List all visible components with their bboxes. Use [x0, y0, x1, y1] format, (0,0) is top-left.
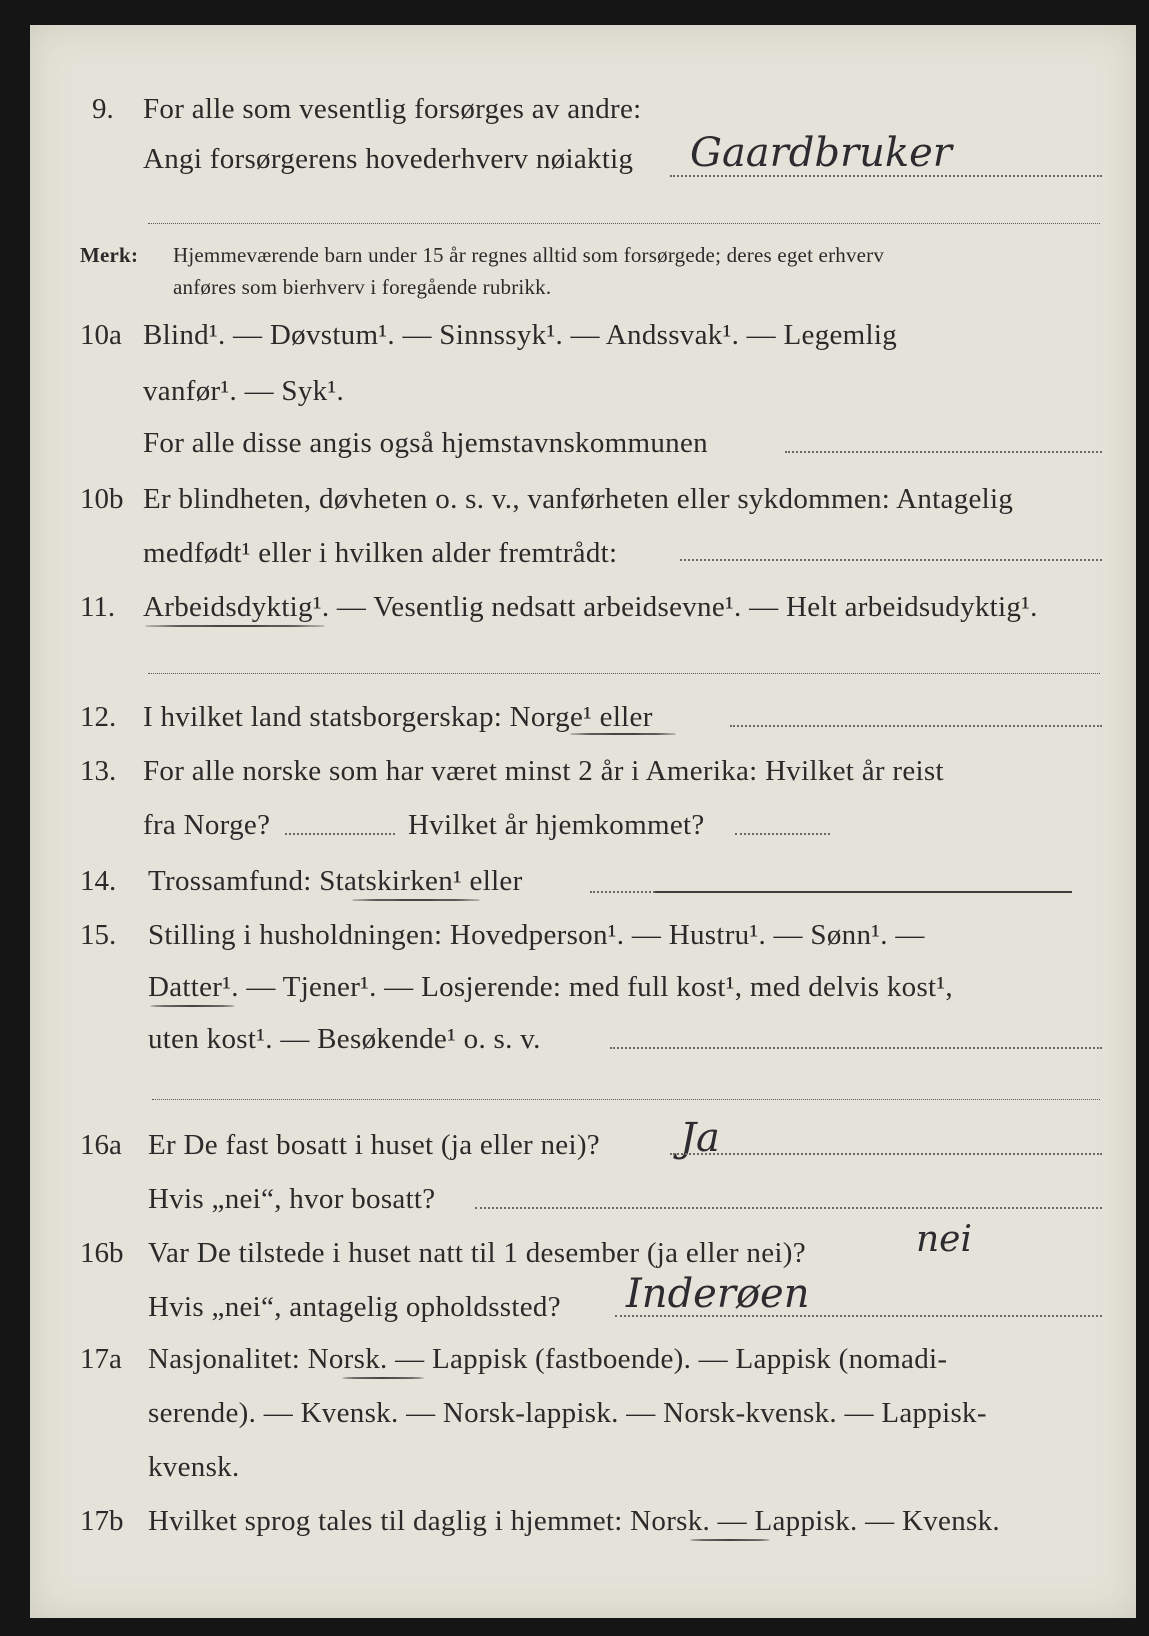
q14-underline-mark	[352, 899, 480, 901]
q14-number: 14.	[80, 865, 117, 897]
q17b-number: 17b	[80, 1505, 124, 1537]
q12-answer-line	[730, 725, 1102, 727]
q15-number: 15.	[80, 919, 117, 951]
q15-answer-line	[610, 1047, 1102, 1049]
q10a-line2: vanfør¹. — Syk¹.	[143, 375, 345, 407]
q16a-line2: Hvis „nei“, hvor bosatt?	[148, 1183, 436, 1215]
q13-line1: For alle norske som har været minst 2 år i Amerika: Hvilket år reist	[143, 755, 944, 787]
q12-line1: I hvilket land statsborgerskap: Norge¹ eller	[143, 701, 653, 733]
q10a-answer-line	[785, 451, 1102, 453]
q10a-line3: For alle disse angis også hjemstavnskommunen	[143, 427, 708, 459]
q17b-line1: Hvilket sprog tales til daglig i hjemmet: Norsk. — Lappisk. — Kvensk.	[148, 1505, 1000, 1537]
q10b-line2: medfødt¹ eller i hvilken alder fremtrådt:	[143, 537, 618, 569]
q16a-number: 16a	[80, 1129, 122, 1161]
q13-line2a: fra Norge?	[143, 809, 271, 841]
q15-underline-mark	[150, 1005, 235, 1007]
q16a-answer1-line	[670, 1153, 1102, 1155]
q16b-line1: Var De tilstede i huset natt til 1 desember (ja eller nei)?	[148, 1237, 806, 1269]
q13-line2b: Hvilket år hjemkommet?	[408, 809, 705, 841]
q14-line1: Trossamfund: Statskirken¹ eller	[148, 865, 523, 897]
q16b-line2: Hvis „nei“, antagelig opholdssted?	[148, 1291, 561, 1323]
census-form-page	[30, 25, 1136, 1618]
q17b-underline-mark	[690, 1539, 770, 1541]
q15-line2: Datter¹. — Tjener¹. — Losjerende: med full kost¹, med delvis kost¹,	[148, 971, 953, 1003]
q16b-number: 16b	[80, 1237, 124, 1269]
q9-answer-handwriting: Gaardbruker	[690, 130, 952, 176]
q13-number: 13.	[80, 755, 117, 787]
q10a-number: 10a	[80, 319, 122, 351]
q11-number: 11.	[80, 591, 116, 623]
q17a-line3: kvensk.	[148, 1451, 240, 1483]
q13-hjemkommet-line	[735, 833, 830, 835]
merk-label: Merk:	[80, 243, 139, 267]
q16b-answer2-line	[615, 1315, 1102, 1317]
q11-line1: Arbeidsdyktig¹. — Vesentlig nedsatt arbeidsevne¹. — Helt arbeidsudyktig¹.	[143, 591, 1038, 623]
q14-answer-line-stroke	[655, 891, 1072, 893]
q15-line3: uten kost¹. — Besøkende¹ o. s. v.	[148, 1023, 541, 1055]
q16a-answer2-line	[475, 1207, 1102, 1209]
q11-extra-line	[148, 673, 1100, 674]
q12-underline-mark	[570, 733, 676, 735]
q17a-number: 17a	[80, 1343, 122, 1375]
q12-number: 12.	[80, 701, 117, 733]
q16b-answer2-handwriting: Inderøen	[626, 1271, 810, 1317]
q15-line1: Stilling i husholdningen: Hovedperson¹. — Hustru¹. — Sønn¹. —	[148, 919, 925, 951]
q9-line1: For alle som vesentlig forsørges av andre:	[143, 93, 642, 125]
q9-line2: Angi forsørgerens hovederhverv nøiaktig	[143, 143, 634, 175]
q17a-underline-mark	[342, 1377, 424, 1379]
q17a-line1: Nasjonalitet: Norsk. — Lappisk (fastboende). — Lappisk (nomadi-	[148, 1343, 948, 1375]
q16a-line1: Er De fast bosatt i huset (ja eller nei)?	[148, 1129, 600, 1161]
q9-extra-line	[148, 223, 1100, 224]
q14-answer-line-dots	[590, 891, 655, 893]
q15-extra-line	[152, 1099, 1100, 1100]
q11-underline-mark	[145, 625, 325, 627]
merk-line2: anføres som bierhverv i foregående rubrikk.	[173, 275, 552, 299]
q10b-answer-line	[680, 559, 1102, 561]
q13-reist-line	[285, 833, 395, 835]
q10a-line1: Blind¹. — Døvstum¹. — Sinnssyk¹. — Andssvak¹. — Legemlig	[143, 319, 898, 351]
q16b-answer1-handwriting: nei	[916, 1219, 973, 1260]
q9-number: 9.	[92, 93, 114, 125]
q10b-number: 10b	[80, 483, 124, 515]
q17a-line2: serende). — Kvensk. — Norsk-lappisk. — Norsk-kvensk. — Lappisk-	[148, 1397, 987, 1429]
q10b-line1: Er blindheten, døvheten o. s. v., vanførheten eller sykdommen: Antagelig	[143, 483, 1014, 515]
merk-line1: Hjemmeværende barn under 15 år regnes alltid som forsørgede; deres eget erhverv	[173, 243, 885, 267]
q16a-answer1-handwriting: Ja	[680, 1115, 720, 1161]
